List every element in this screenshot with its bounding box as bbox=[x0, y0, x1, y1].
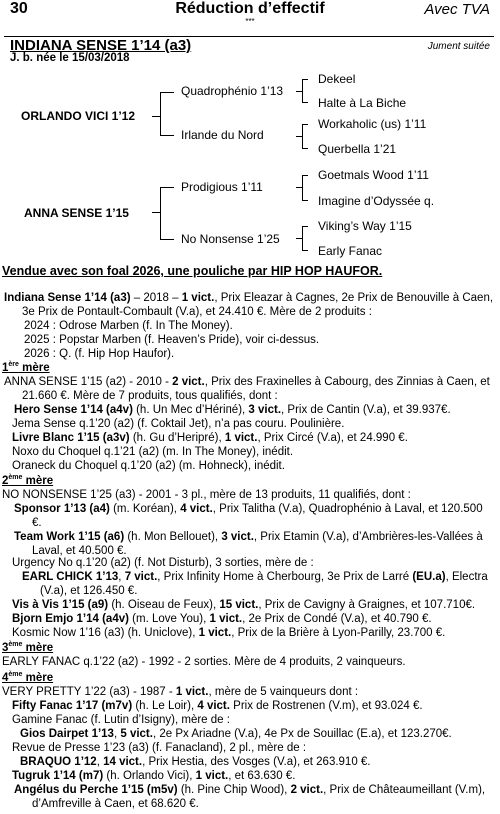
page-title: Réduction d’effectif bbox=[175, 0, 325, 17]
pedigree-g3: Viking’s Way 1’15 bbox=[318, 219, 412, 233]
pedigree-connector bbox=[302, 250, 308, 251]
pedigree-connector bbox=[302, 124, 308, 125]
pedigree-connector bbox=[302, 79, 303, 103]
produce-item: Tugruk 1’14 (m7) (h. Orlando Vici), 1 vict., et 63.630 €. bbox=[12, 770, 296, 782]
produce-item: Oraneck du Choquel q.1’20 (a2) (m. Hohneck), inédit. bbox=[12, 460, 285, 472]
pedigree-connector bbox=[296, 238, 302, 239]
pedigree-g3: Workaholic (us) 1’11 bbox=[318, 117, 427, 131]
section-dam-2: 2ème mère bbox=[2, 474, 54, 487]
vat-label: Avec TVA bbox=[424, 1, 490, 18]
pedigree-connector bbox=[160, 187, 174, 188]
pedigree-connector bbox=[160, 187, 161, 240]
pedigree-connector bbox=[296, 136, 302, 137]
dam-4-intro: VERY PRETTY 1’22 (a3) - 1987 - 1 vict., mère de 5 vainqueurs dont : bbox=[2, 686, 359, 698]
pedigree-connector bbox=[302, 148, 308, 149]
pedigree-sire-dam: Irlande du Nord bbox=[181, 128, 264, 142]
produce-item: 2025 : Popstar Marben (f. Heaven’s Pride), voir ci-dessus. bbox=[24, 334, 320, 346]
pedigree-connector bbox=[302, 175, 303, 201]
produce-item: Noxo du Choquel q.1’21 (a2) (m. In The Money), inédit. bbox=[12, 446, 294, 458]
produce-item: Gamine Fanac (f. Lutin d’Isigny), mère de : bbox=[12, 714, 230, 726]
pedigree-connector bbox=[302, 79, 308, 80]
pedigree-connector bbox=[302, 124, 303, 149]
produce-item: Angélus du Perche 1’15 (m5v) (h. Pine Chip Wood), 2 vict., Prix de Châteaumeillant (V.m), d’Amfreville à Caen, et 68.620 €. bbox=[14, 784, 486, 810]
pedigree-connector bbox=[160, 135, 174, 136]
horse-record: Indiana Sense 1’14 (a3) – 2018 – 1 vict., Prix Eleazar à Cagnes, 2e Prix de Benouville à Caen, 3e Prix de Pontault-Combault (V.a), et 24.410 €. Mère de 2 produits : bbox=[4, 292, 494, 318]
pedigree-g3: Dekeel bbox=[318, 72, 356, 86]
pedigree-sire-sire: Quadrophénio 1’13 bbox=[181, 84, 284, 98]
pedigree-connector bbox=[302, 102, 308, 103]
produce-item: Fifty Fanac 1’17 (m7v) (h. Le Loir), 4 vict. Prix de Rostrenen (V.m), et 93.024 €. bbox=[12, 700, 423, 712]
pedigree-g3: Querbella 1’21 bbox=[318, 142, 397, 156]
pedigree-connector bbox=[302, 200, 308, 201]
section-dam-1: 1ère mère bbox=[2, 361, 50, 374]
produce-item: Team Work 1’15 (a6) (h. Mon Bellouet), 3 vict., Prix Etamin (V.a), d’Ambrières-les-Vallées à Laval, et 40.500 €. bbox=[14, 531, 483, 557]
produce-item: Jema Sense q.1’20 (a2) (f. Coktail Jet), n’a pas couru. Poulinière. bbox=[12, 418, 345, 430]
dam-1-intro: ANNA SENSE 1’15 (a2) - 2010 - 2 vict., Prix des Fraxinelles à Cabourg, des Zinnias à Caen, et 21.660 €. Mère de 7 produits, tous qualifiés, dont : bbox=[4, 376, 490, 402]
page-number: 30 bbox=[10, 0, 28, 17]
pedigree-g3: Goetmals Wood 1’11 bbox=[318, 168, 429, 182]
produce-item: Bjorn Emjo 1’14 (a4v) (m. Love You), 1 vict., 2e Prix de Condé (V.a), et 40.790 €. bbox=[12, 613, 432, 625]
produce-item: Hero Sense 1’14 (a4v) (h. Un Mec d’Hériпé), 3 vict., Prix de Cantin (V.a), et 39.937€. bbox=[14, 404, 451, 416]
produce-item: Revue de Presse 1’23 (a3) (f. Fanacland), 2 pl., mère de : bbox=[12, 742, 307, 754]
dam-3-intro: EARLY FANAC q.1’22 (a2) - 1992 - 2 sorties. Mère de 4 produits, 2 vainqueurs. bbox=[2, 656, 406, 668]
pedigree-g3: Imagine d’Odyssée q. bbox=[318, 194, 435, 208]
pedigree-connector bbox=[296, 91, 302, 92]
pedigree-connector bbox=[152, 116, 160, 117]
pedigree-dam: ANNA SENSE 1’15 bbox=[24, 206, 129, 220]
pedigree-connector bbox=[152, 212, 160, 213]
sale-note: Vendue avec son foal 2026, une pouliche par HIP HOP HAUFOR. bbox=[2, 264, 383, 278]
pedigree-dam-dam: No Nonsense 1’25 bbox=[181, 232, 280, 246]
produce-item: Urgency No q.1’20 (a2) (f. Not Disturb), 3 sorties, mère de : bbox=[12, 557, 314, 569]
produce-item: Sponsor 1’13 (a4) (m. Koréan), 4 vict., Prix Talitha (V.a), Quadrophénio à Laval, et 120.500 €. bbox=[14, 503, 483, 529]
produce-item: Kosmic Now 1’16 (a3) (h. Uniclove), 1 vict., Prix de la Brière à Lyon-Parilly, 23.700 €. bbox=[12, 627, 446, 639]
produce-item: EARL CHICK 1’13, 7 vict., Prix Infinity Home à Cherbourg, 3e Prix de Larré (EU.a), Electra (V.a), et 126.450 €. bbox=[22, 571, 488, 597]
produce-item: Vis à Vis 1’15 (a9) (h. Oiseau de Feux), 15 vict., Prix de Cavigny à Graignes, et 107.710€. bbox=[12, 599, 476, 611]
produce-item: Livre Blanc 1’15 (a3v) (h. Gu d’Heripré), 1 vict., Prix Circé (V.a), et 24.990 €. bbox=[12, 432, 408, 444]
horse-birth: J. b. née le 15/03/2018 bbox=[10, 52, 130, 64]
pedigree-connector bbox=[160, 239, 174, 240]
produce-item: 2026 : Q. (f. Hip Hop Haufor). bbox=[24, 348, 175, 360]
pedigree-connector bbox=[302, 226, 303, 251]
section-dam-4: 4ème mère bbox=[2, 671, 54, 684]
pedigree-dam-sire: Prodigious 1’11 bbox=[181, 180, 263, 194]
produce-item: Gios Dairpet 1’13, 5 vict., 2e Px Ariadne (V.a), 4e Px de Souillac (E.a), et 123.270€. bbox=[20, 728, 452, 740]
pedigree-g3: Halte à La Biche bbox=[318, 96, 407, 110]
pedigree-connector bbox=[302, 226, 308, 227]
pedigree-sire: ORLANDO VICI 1’12 bbox=[21, 109, 136, 123]
pedigree-connector bbox=[160, 92, 161, 136]
pedigree-connector bbox=[296, 187, 302, 188]
section-dam-3: 3ème mère bbox=[2, 641, 54, 654]
title-stars: *** bbox=[245, 17, 255, 26]
pedigree-g3: Early Fanac bbox=[318, 244, 383, 258]
horse-name: INDIANA SENSE 1’14 (a3) bbox=[10, 37, 192, 54]
pedigree-connector bbox=[160, 92, 174, 93]
pedigree-connector bbox=[302, 175, 308, 176]
dam-2-intro: NO NONSENSE 1’25 (a3) - 2001 - 3 pl., mère de 13 produits, 11 qualifiés, dont : bbox=[2, 489, 411, 501]
horse-note: Jument suitée bbox=[427, 41, 490, 52]
produce-item: BRAQUO 1’12, 14 vict., Prix Hestia, des Vosges (V.a), et 263.910 €. bbox=[20, 756, 371, 768]
produce-item: 2024 : Odrose Marben (f. In The Money). bbox=[24, 320, 233, 332]
